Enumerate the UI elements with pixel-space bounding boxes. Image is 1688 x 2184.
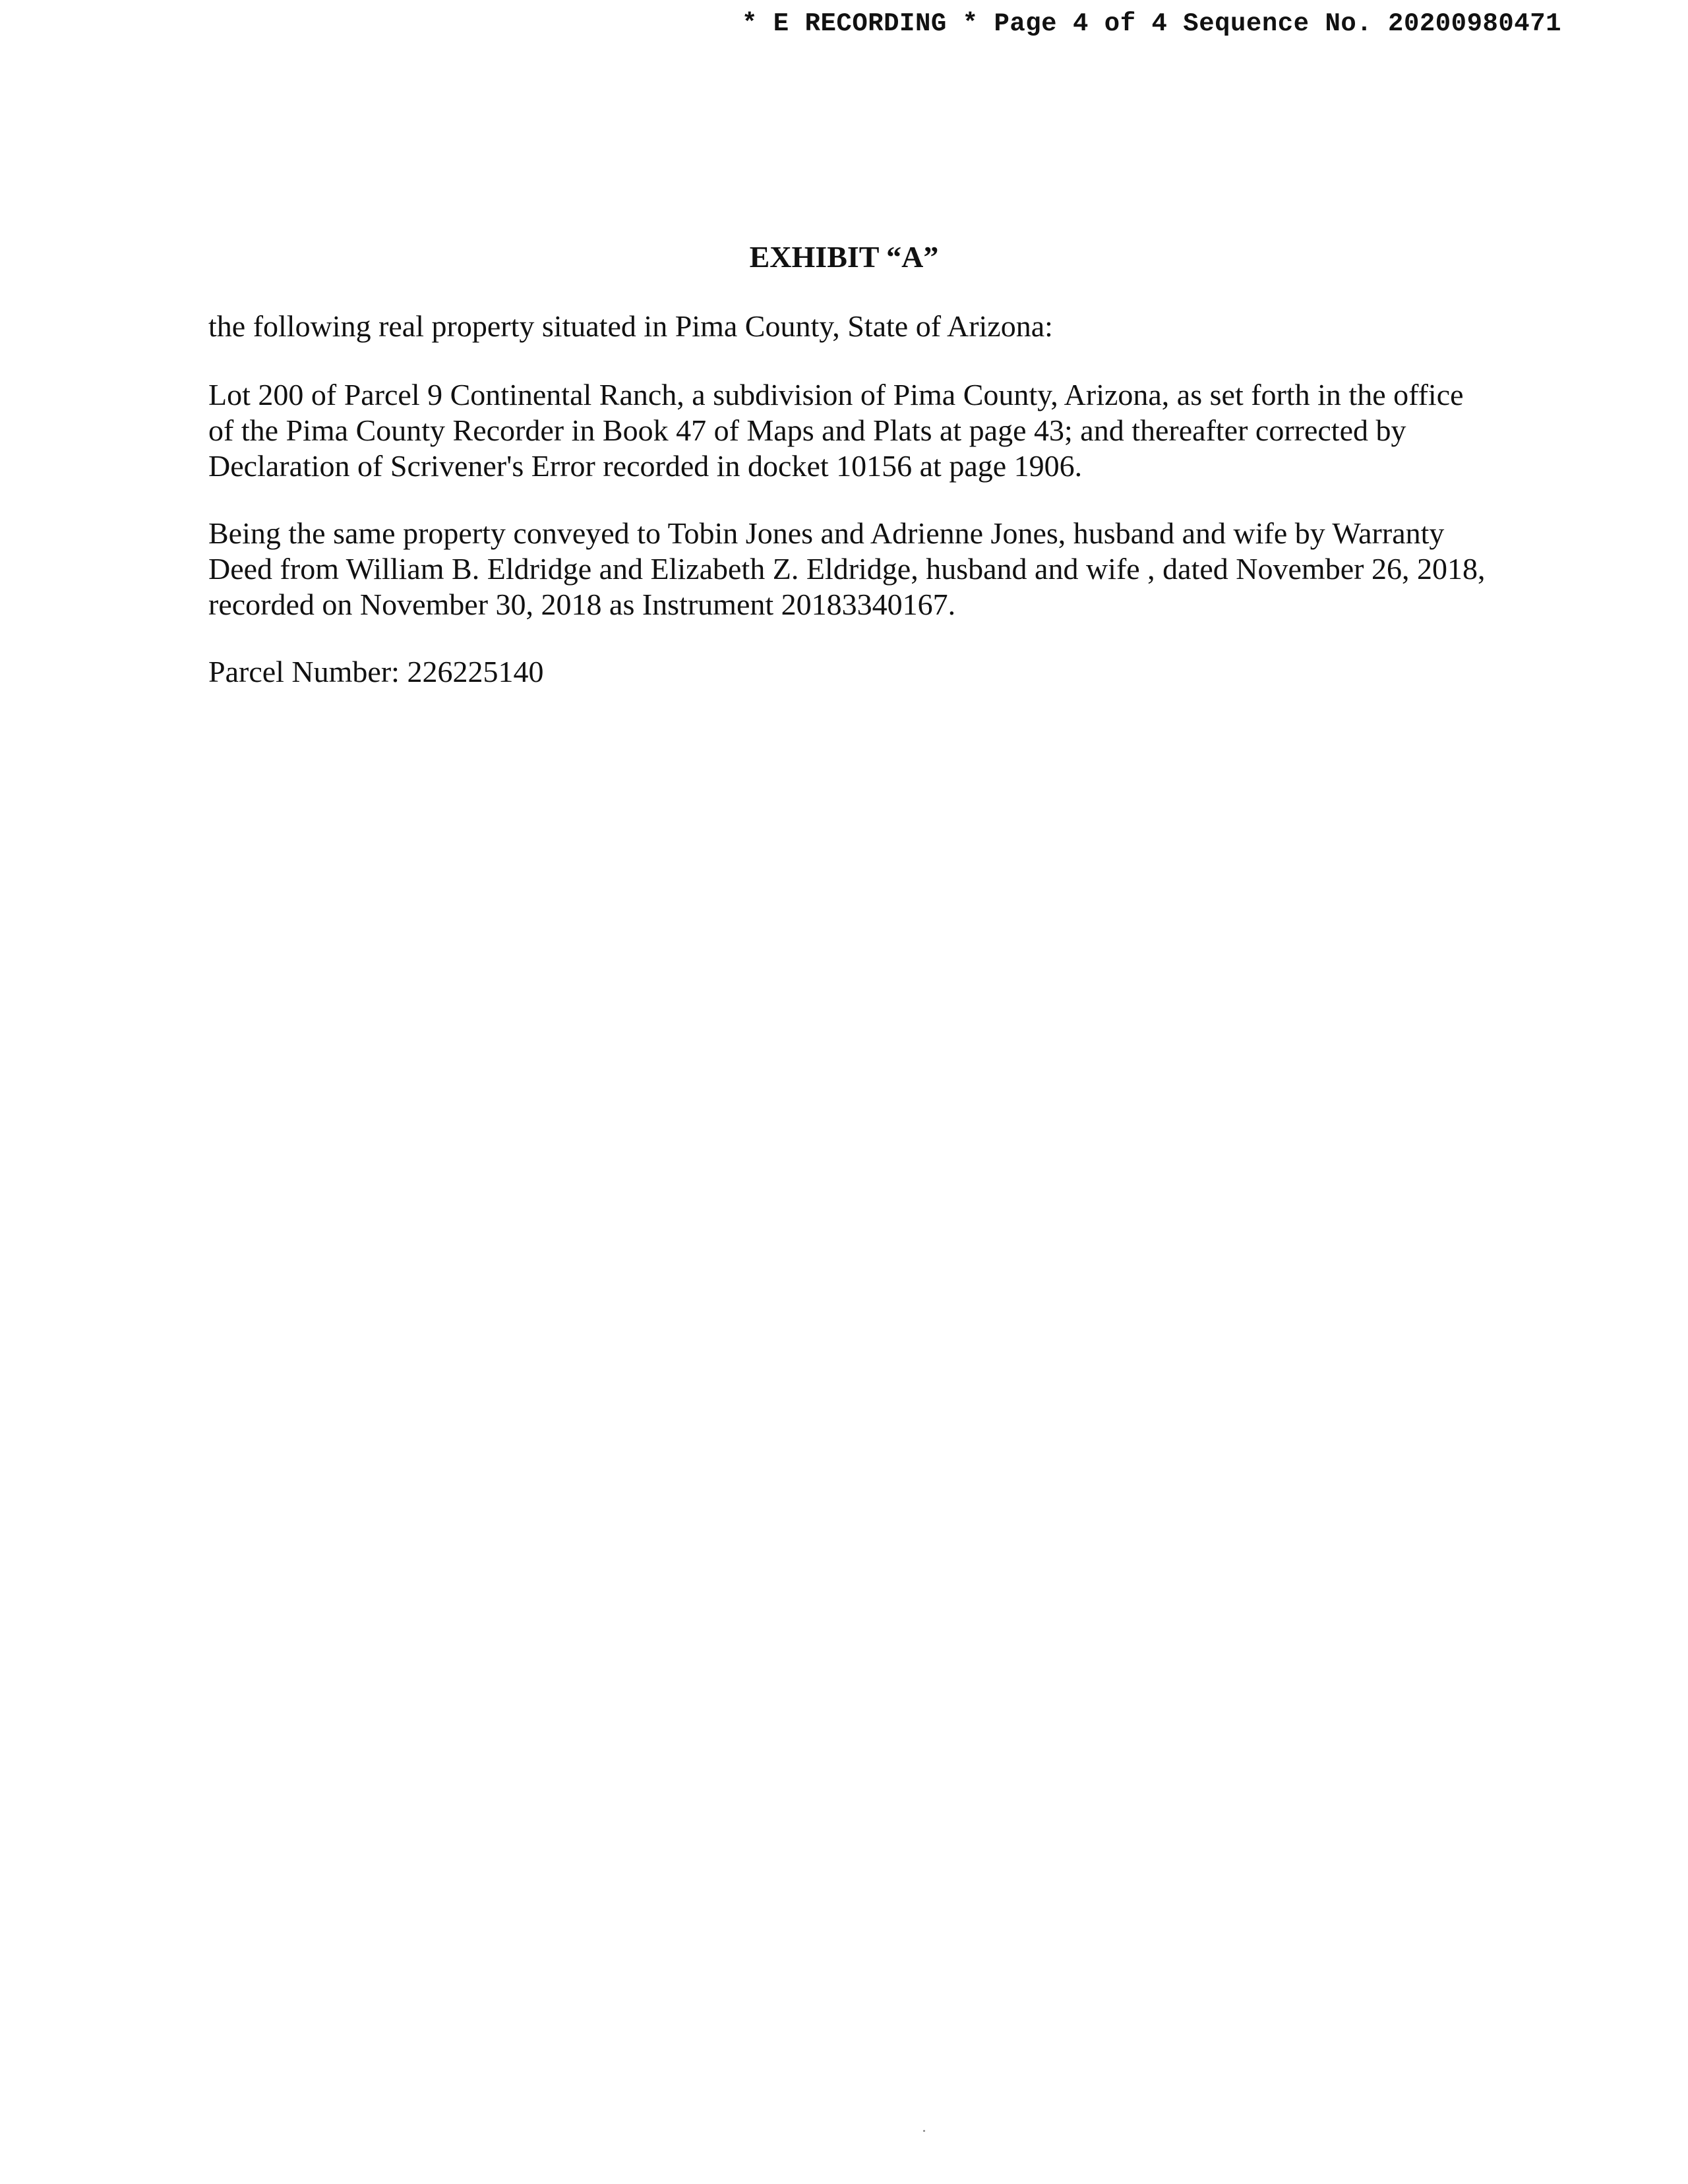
conveyance-line: Being the same property conveyed to Tobin Jones and Adrienne Jones, husband and wife by Warranty: [208, 516, 1445, 550]
conveyance-line: Deed from William B. Eldridge and Elizabeth Z. Eldridge, husband and wife , dated November 26, 2018,: [208, 552, 1486, 586]
intro-paragraph: [208, 309, 1488, 344]
legal-description-line: Declaration of Scrivener's Error recorded in docket 10156 at page 1906.: [208, 449, 1083, 483]
conveyance-line: recorded on November 30, 2018 as Instrument 20183340167.: [208, 588, 956, 621]
recording-stamp: * E RECORDING * Page 4 of 4 Sequence No. 20200980471: [742, 9, 1561, 38]
intro-text: the following real property situated in Pima County, State of Arizona:: [208, 309, 1053, 343]
parcel-number: Parcel Number: 226225140: [208, 655, 544, 688]
parcel-number-paragraph: [208, 654, 1488, 690]
legal-description-line: Lot 200 of Parcel 9 Continental Ranch, a subdivision of Pima County, Arizona, as set forth in the office: [208, 378, 1464, 411]
legal-description-paragraph: [208, 377, 1488, 484]
scan-speck: [923, 2130, 925, 2132]
exhibit-title: EXHIBIT “A”: [749, 240, 939, 274]
legal-description-line: of the Pima County Recorder in Book 47 of Maps and Plats at page 43; and thereafter corrected by: [208, 413, 1406, 447]
conveyance-paragraph: [208, 516, 1488, 622]
